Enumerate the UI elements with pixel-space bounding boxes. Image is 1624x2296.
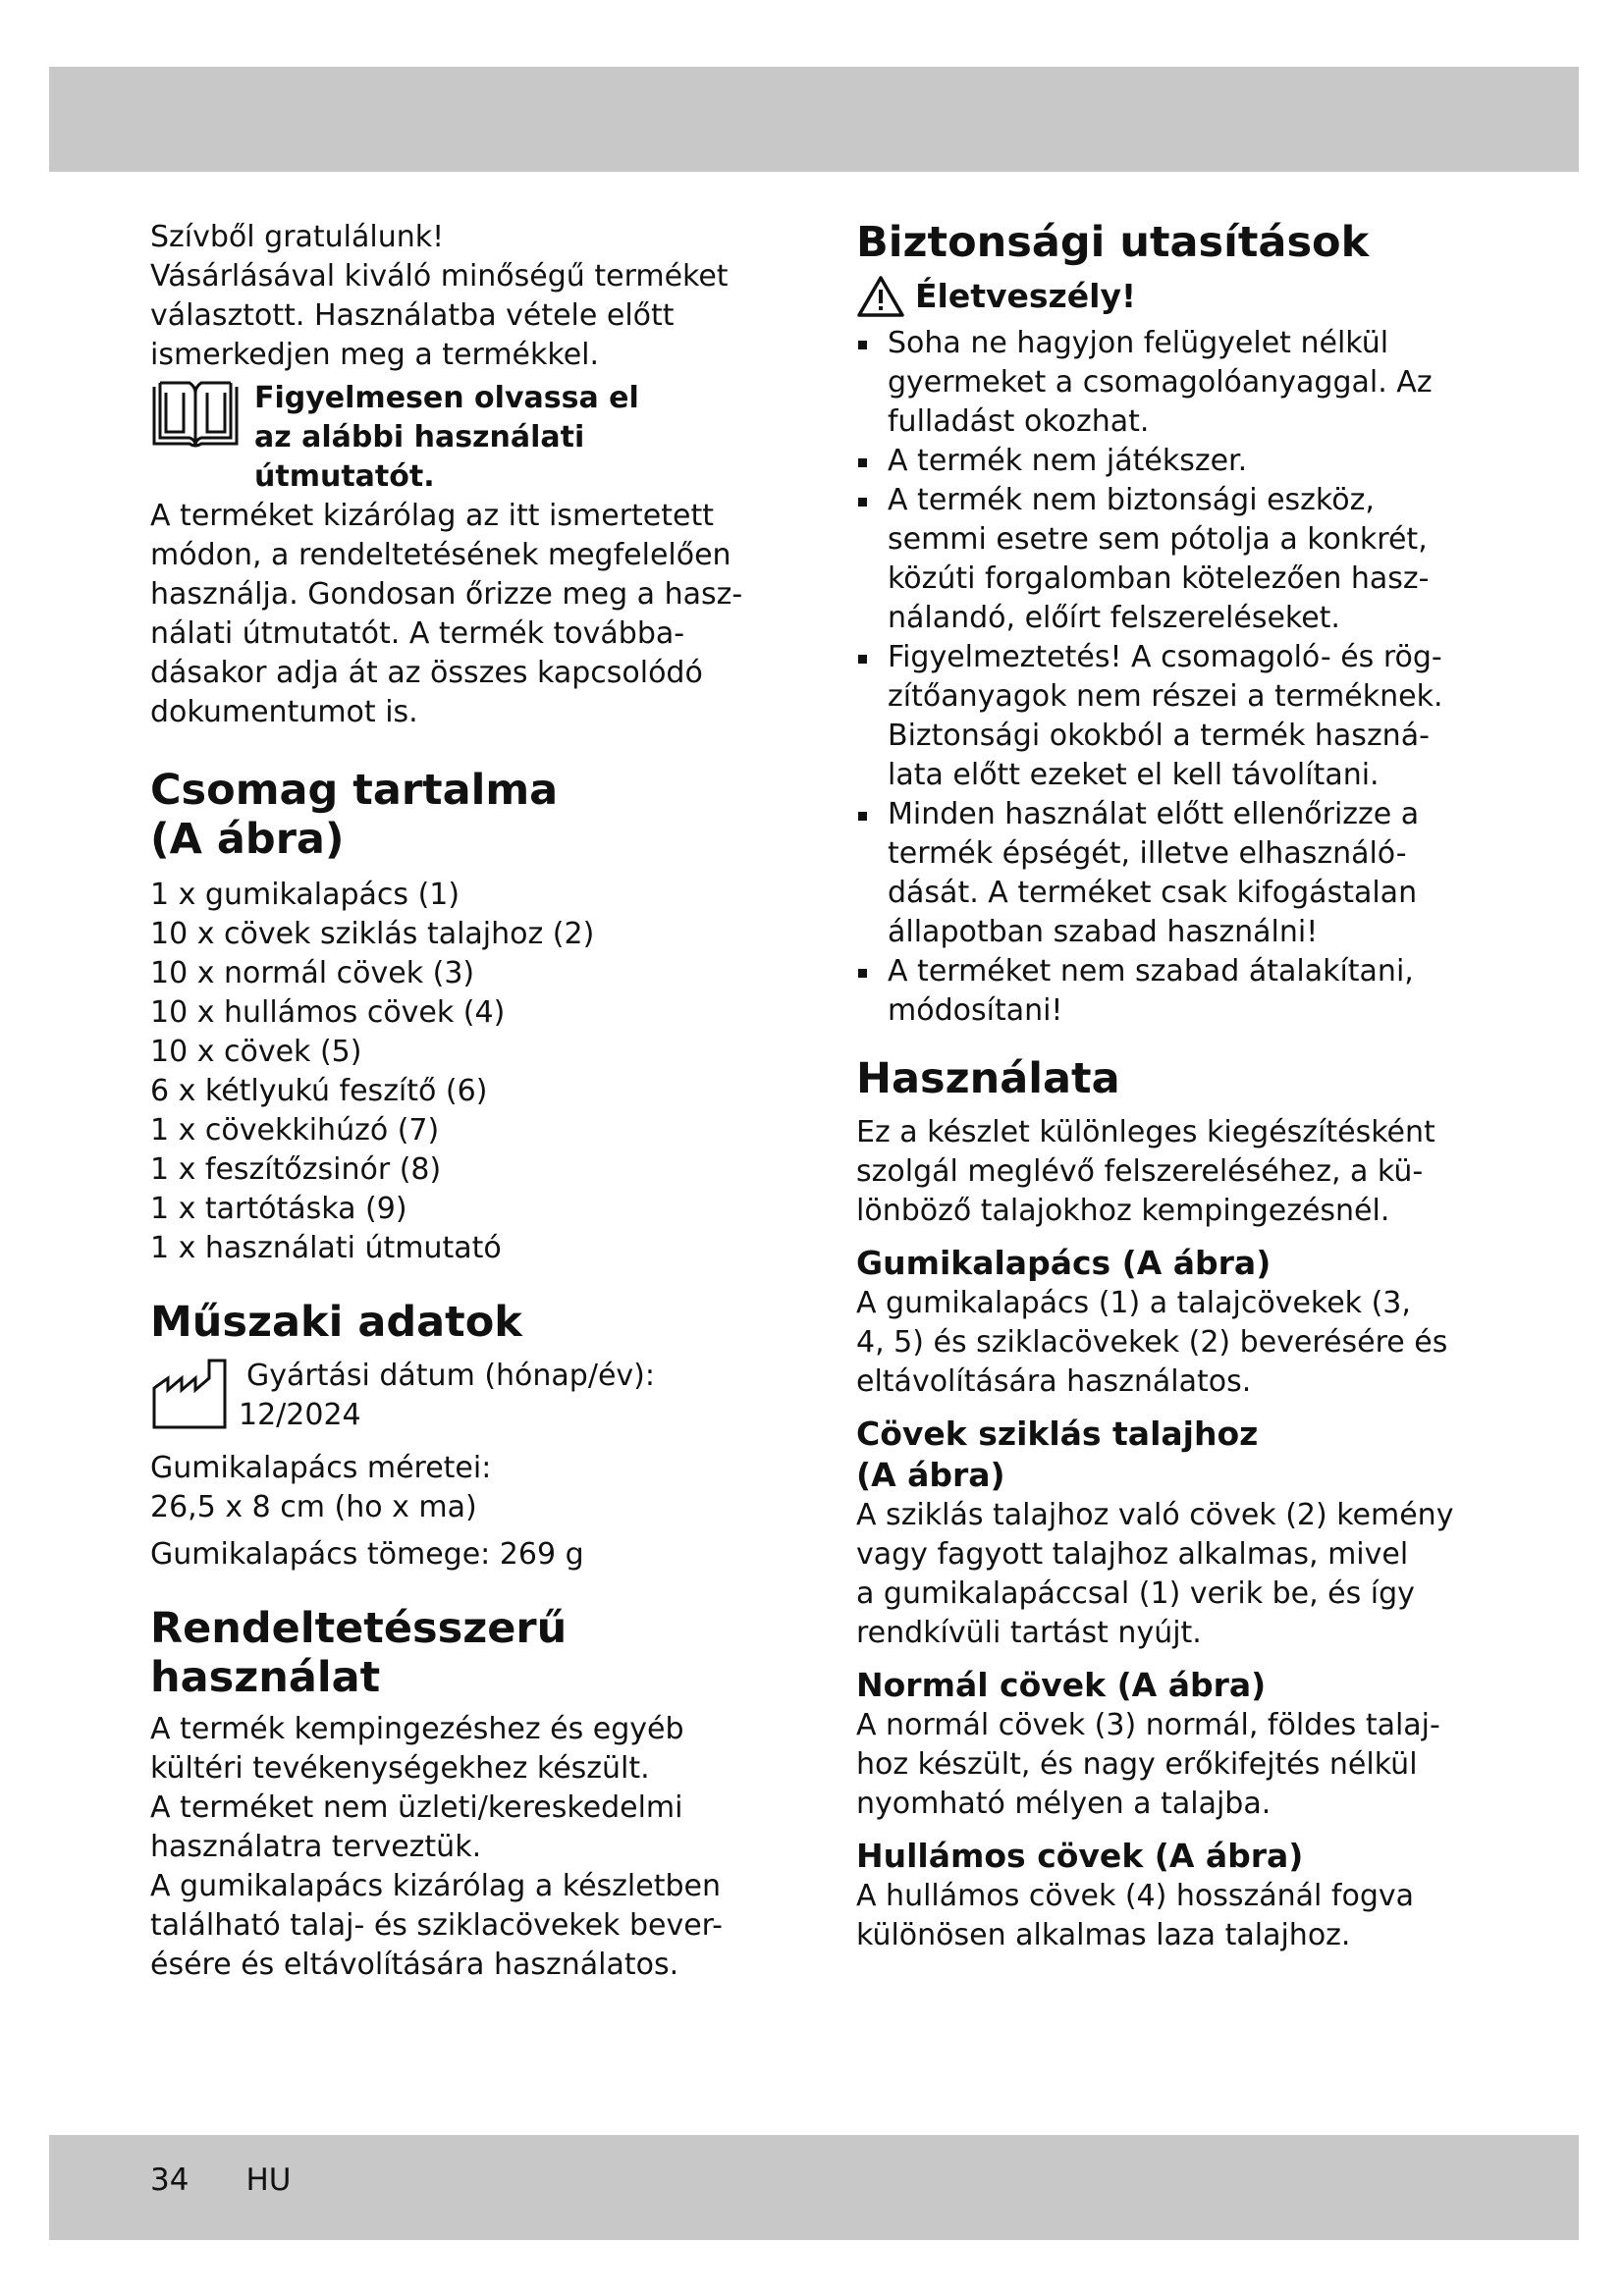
package-heading: (A ábra) bbox=[150, 815, 345, 864]
subsection-line: különösen alkalmas laza talajhoz. bbox=[856, 1918, 1351, 1952]
read-notice-line: az alábbi használati bbox=[254, 420, 585, 454]
package-item: 10 x cövek (5) bbox=[150, 1035, 362, 1069]
manufacturer-date-icon bbox=[150, 1357, 231, 1431]
safety-heading: Biztonsági utasítások bbox=[856, 218, 1370, 267]
usage-note-line: módon, a rendeltetésének megfelelően bbox=[150, 538, 731, 572]
warning-triangle-icon bbox=[856, 275, 905, 318]
usage-subsection-rock-peg bbox=[856, 1414, 1485, 1653]
usage-note-line: dásakor adja át az összes kapcsolódó bbox=[150, 656, 703, 690]
package-item: 1 x használati útmutató bbox=[150, 1231, 502, 1265]
subsection-line: eltávolítására használatos. bbox=[856, 1364, 1252, 1399]
package-item: 1 x tartótáska (9) bbox=[150, 1192, 407, 1226]
subsection-line: 4, 5) és sziklacövekek (2) beverésére és bbox=[856, 1325, 1448, 1360]
usage-subsection-wave-peg bbox=[856, 1836, 1485, 1955]
subsection-line: A hullámos cövek (4) hosszánál fogva bbox=[856, 1879, 1415, 1913]
safety-item: A terméket nem szabad átalakítani, módosítani! bbox=[856, 952, 1485, 1031]
intended-heading: Rendeltetésszerű bbox=[150, 1604, 568, 1653]
life-danger-warning bbox=[856, 275, 1485, 318]
intro-line: ismerkedjen meg a termékkel. bbox=[150, 338, 600, 372]
intended-line: A terméket nem üzleti/kereskedelmi bbox=[150, 1790, 683, 1825]
subsection-line: vagy fagyott talajhoz alkalmas, mivel bbox=[856, 1537, 1409, 1572]
subsection-line: A normál cövek (3) normál, földes talaj- bbox=[856, 1708, 1440, 1742]
manual-book-icon bbox=[150, 379, 241, 455]
manufacture-date-text bbox=[239, 1357, 655, 1435]
usage-intro-line: Ez a készlet különleges kiegészítésként bbox=[856, 1115, 1435, 1149]
subsection-line: hoz készült, és nagy erőkifejtés nélkül bbox=[856, 1747, 1418, 1782]
safety-item: A termék nem biztonsági eszköz, semmi esetre sem pótolja a konkrét, közúti forgalomban kötelezően hasz- nálandó, előírt felszereléseket. bbox=[856, 481, 1485, 638]
subsection-line: rendkívüli tartást nyújt. bbox=[856, 1616, 1202, 1650]
read-notice-text bbox=[254, 379, 639, 497]
date-label: Gyártási dátum (hónap/év): bbox=[246, 1359, 655, 1393]
package-item: 6 x kétlyukú feszítő (6) bbox=[150, 1074, 488, 1108]
size-label: Gumikalapács méretei: bbox=[150, 1451, 492, 1485]
read-notice-line: Figyelmesen olvassa el bbox=[254, 381, 639, 415]
package-list bbox=[150, 876, 779, 1268]
subsection-line: a gumikalapáccsal (1) verik be, és így bbox=[856, 1576, 1415, 1611]
weight-info: Gumikalapács tömege: 269 g bbox=[150, 1537, 584, 1572]
subsection-line: A gumikalapács (1) a talajcövekek (3, bbox=[856, 1286, 1411, 1320]
manufacture-date bbox=[150, 1357, 779, 1435]
right-column bbox=[856, 218, 1485, 1955]
usage-intro-line: lönböző talajokhoz kempingezésnél. bbox=[856, 1194, 1390, 1228]
subsection-line: nyomható mélyen a talajba. bbox=[856, 1787, 1272, 1821]
package-item: 10 x cövek sziklás talajhoz (2) bbox=[150, 917, 595, 951]
usage-intro-line: szolgál meglévő felszereléséhez, a kü- bbox=[856, 1154, 1424, 1189]
safety-item: Figyelmeztetés! A csomagoló- és rög- zítőanyagok nem részei a terméknek. Biztonsági okokból a termék haszná- lata előtt ezeket el kell távolítani. bbox=[856, 638, 1485, 795]
package-heading: Csomag tartalma bbox=[150, 766, 559, 815]
intended-use-section bbox=[150, 1604, 779, 1985]
intended-line: kültéri tevékenységekhez készült. bbox=[150, 1751, 650, 1786]
tech-heading: Műszaki adatok bbox=[150, 1298, 522, 1347]
intro-line: Vásárlásával kiváló minőségű terméket bbox=[150, 259, 729, 294]
subsection-title: Hullámos cövek (A ábra) bbox=[856, 1837, 1304, 1875]
package-item: 1 x gumikalapács (1) bbox=[150, 878, 460, 912]
usage-subsection-normal-peg bbox=[856, 1665, 1485, 1824]
safety-list bbox=[856, 324, 1485, 1031]
intended-line: ésére és eltávolítására használatos. bbox=[150, 1948, 679, 1982]
subsection-title: Gumikalapács (A ábra) bbox=[856, 1244, 1272, 1282]
usage-note-line: nálati útmutatót. A termék továbba- bbox=[150, 616, 685, 651]
tech-section bbox=[150, 1298, 779, 1575]
size-info bbox=[150, 1449, 779, 1527]
usage-note-line: használja. Gondosan őrizze meg a hasz- bbox=[150, 577, 743, 612]
intended-line: A termék kempingezéshez és egyéb bbox=[150, 1712, 684, 1746]
usage-note-line: dokumentumot is. bbox=[150, 695, 418, 729]
footer bbox=[150, 2163, 291, 2198]
intended-line: A gumikalapács kizárólag a készletben bbox=[150, 1869, 722, 1903]
subsection-title: Cövek sziklás talajhoz bbox=[856, 1415, 1259, 1453]
intended-text bbox=[150, 1710, 779, 1985]
package-item: 1 x cövekkihúzó (7) bbox=[150, 1113, 440, 1148]
package-section bbox=[150, 766, 779, 1268]
intro-line: Szívből gratulálunk! bbox=[150, 220, 445, 254]
header-band bbox=[49, 67, 1579, 172]
left-column bbox=[150, 218, 779, 1985]
intended-heading: használat bbox=[150, 1653, 381, 1702]
package-item: 10 x hullámos cövek (4) bbox=[150, 995, 506, 1030]
subsection-line: A sziklás talajhoz való cövek (2) kemény bbox=[856, 1498, 1454, 1532]
usage-note bbox=[150, 497, 779, 732]
intended-line: található talaj- és sziklacövekek bever- bbox=[150, 1908, 723, 1943]
intro-text bbox=[150, 218, 779, 375]
page-number: 34 bbox=[150, 2163, 189, 2198]
package-item: 1 x feszítőzsinór (8) bbox=[150, 1152, 442, 1187]
usage-subsection-mallet bbox=[856, 1243, 1485, 1402]
subsection-title: Normál cövek (A ábra) bbox=[856, 1666, 1267, 1704]
package-item: 10 x normál cövek (3) bbox=[150, 956, 475, 990]
usage-note-line: A terméket kizárólag az itt ismertetett bbox=[150, 499, 714, 533]
intended-line: használatra terveztük. bbox=[150, 1830, 482, 1864]
usage-section bbox=[856, 1054, 1485, 1955]
warning-title: Életveszély! bbox=[915, 277, 1137, 315]
intro-line: választott. Használatba vétele előtt bbox=[150, 298, 675, 333]
safety-item: Minden használat előtt ellenőrizze a termék épségét, illetve elhasználó- dását. A terméket csak kifogástalan állapotban szabad használni! bbox=[856, 795, 1485, 952]
read-notice bbox=[150, 379, 779, 497]
safety-item: A termék nem játékszer. bbox=[856, 442, 1485, 481]
usage-heading: Használata bbox=[856, 1054, 1120, 1103]
subsection-title: (A ábra) bbox=[856, 1456, 1005, 1494]
language-code: HU bbox=[245, 2163, 292, 2198]
usage-intro bbox=[856, 1113, 1485, 1231]
size-value: 26,5 x 8 cm (ho x ma) bbox=[150, 1490, 477, 1524]
read-notice-line: útmutatót. bbox=[254, 459, 435, 494]
safety-item: Soha ne hagyjon felügyelet nélkül gyermeket a csomagolóanyaggal. Az fulladást okozhat. bbox=[856, 324, 1485, 442]
date-value: 12/2024 bbox=[239, 1398, 361, 1432]
